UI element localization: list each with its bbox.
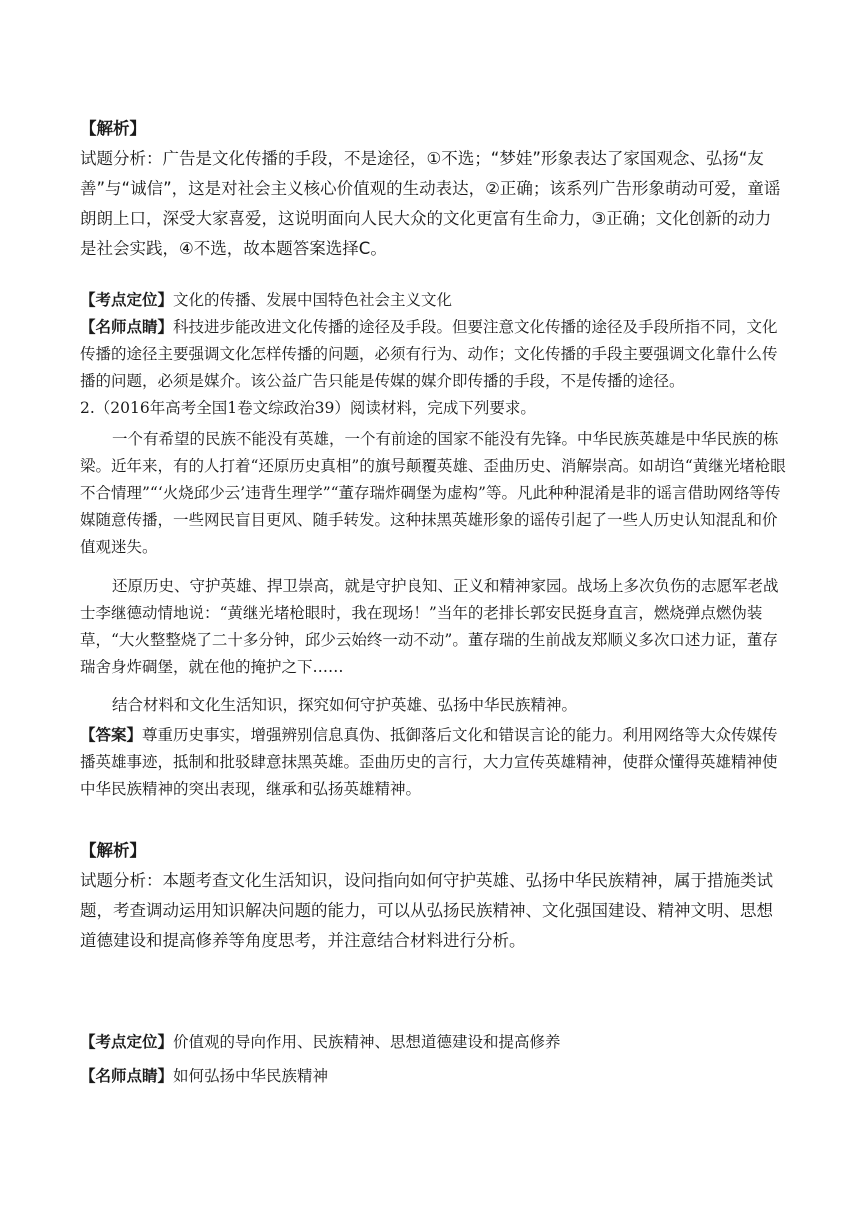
mingshi-text-1: 科技进步能改进文化传播的途径及手段。但要注意文化传播的途径及手段所指不同，文化传播的途径主要强调文化怎样传播的问题，必须有行为、动作；文化传播的手段主要强调文化靠什么传播的问题，必须是媒介。该公益广告只能是传媒的媒介即传播的手段，不是传播的途径。 xyxy=(80,318,778,390)
mingshi-text-2: 如何弘扬中华民族精神 xyxy=(173,1067,329,1085)
kaodian-2 xyxy=(80,1028,786,1056)
analysis-text-1: 试题分析：广告是文化传播的手段，不是途径，①不选；“梦娃”形象表达了家国观念、弘扬“友善”与“诚信”，这是对社会主义核心价值观的生动表达，②正确；该系列广告形象萌动可爱，童谣朗朗上口，深受大家喜爱，这说明面向人民大众的文化更富有生命力，③正确；文化创新的动力是社会实践，④不选，故本题答案选择C。 xyxy=(80,149,781,258)
question-task: 结合材料和文化生活知识，探究如何守护英雄、弘扬中华民族精神。 xyxy=(112,696,578,714)
answer-text: 尊重历史事实，增强辨别信息真伪、抵御落后文化和错误言论的能力。利用网络等大众传媒传播英雄事迹，抵制和批驳肆意抹黑英雄。歪曲历史的言行，大力宣传英雄精神，使群众懂得英雄精神使中华民族精神的突出表现，继承和弘扬英雄精神。 xyxy=(80,726,778,798)
kaodian-text-2: 价值观的导向作用、民族精神、思想道德建设和提高修养 xyxy=(173,1033,561,1051)
analysis-text-2: 试题分析：本题考查文化生活知识，设问指向如何守护英雄、弘扬中华民族精神，属于措施类试题，考查调动运用知识解决问题的能力，可以从弘扬民族精神、文化强国建设、精神文明、思想道德建设和提高修养等角度思考，并注意结合材料进行分析。 xyxy=(80,871,773,950)
mingshi-label-1: 【名师点睛】 xyxy=(80,317,174,336)
mingshi-label-2: 【名师点睛】 xyxy=(80,1066,174,1085)
answer-label: 【答案】 xyxy=(80,725,143,744)
kaodian-label-1: 【考点定位】 xyxy=(80,290,174,309)
mingshi-2 xyxy=(80,1062,786,1090)
mingshi-1 xyxy=(80,313,786,395)
kaodian-label-2: 【考点定位】 xyxy=(80,1032,174,1051)
answer xyxy=(80,721,786,803)
material-paragraph-2: 还原历史、守护英雄、捍卫崇高，就是守护良知、正义和精神家园。战场上多次负伤的志愿军老战士李继德动情地说：“黄继光堵枪眼时，我在现场！”当年的老排长郭安民挺身直言，燃烧弹点燃伪装草，“大火整整烧了二十多分钟，邱少云始终一动不动”。董存瑞的生前战友郑顺义多次口述力证，董存瑞舍身炸碉堡，就在他的掩护之下…… xyxy=(80,577,779,676)
question-2-stem: 2.（2016年高考全国1卷文综政治39）阅读材料，完成下列要求。 xyxy=(80,399,536,417)
kaodian-text-1: 文化的传播、发展中国特色社会主义文化 xyxy=(173,291,453,309)
material-paragraph-1: 一个有希望的民族不能没有英雄，一个有前途的国家不能没有先锋。中华民族英雄是中华民族的栋梁。近年来，有的人打着“还原历史真相”的旗号颠覆英雄、歪曲历史、消解崇高。如胡诌“黄继光堵枪眼不合情理”“‘火烧邱少云’违背生理学”“董存瑞炸碉堡为虚构”等。凡此种种混淆是非的谣言借助网络等传媒随意传播，一些网民盲目更风、随手转发。这种抹黑英雄形象的谣传引起了一些人历史认知混乱和价值观迷失。 xyxy=(80,430,786,556)
jiexi-heading-2: 【解析】 xyxy=(80,841,146,860)
kaodian-1 xyxy=(80,286,786,314)
jiexi-heading-1: 【解析】 xyxy=(80,119,146,138)
